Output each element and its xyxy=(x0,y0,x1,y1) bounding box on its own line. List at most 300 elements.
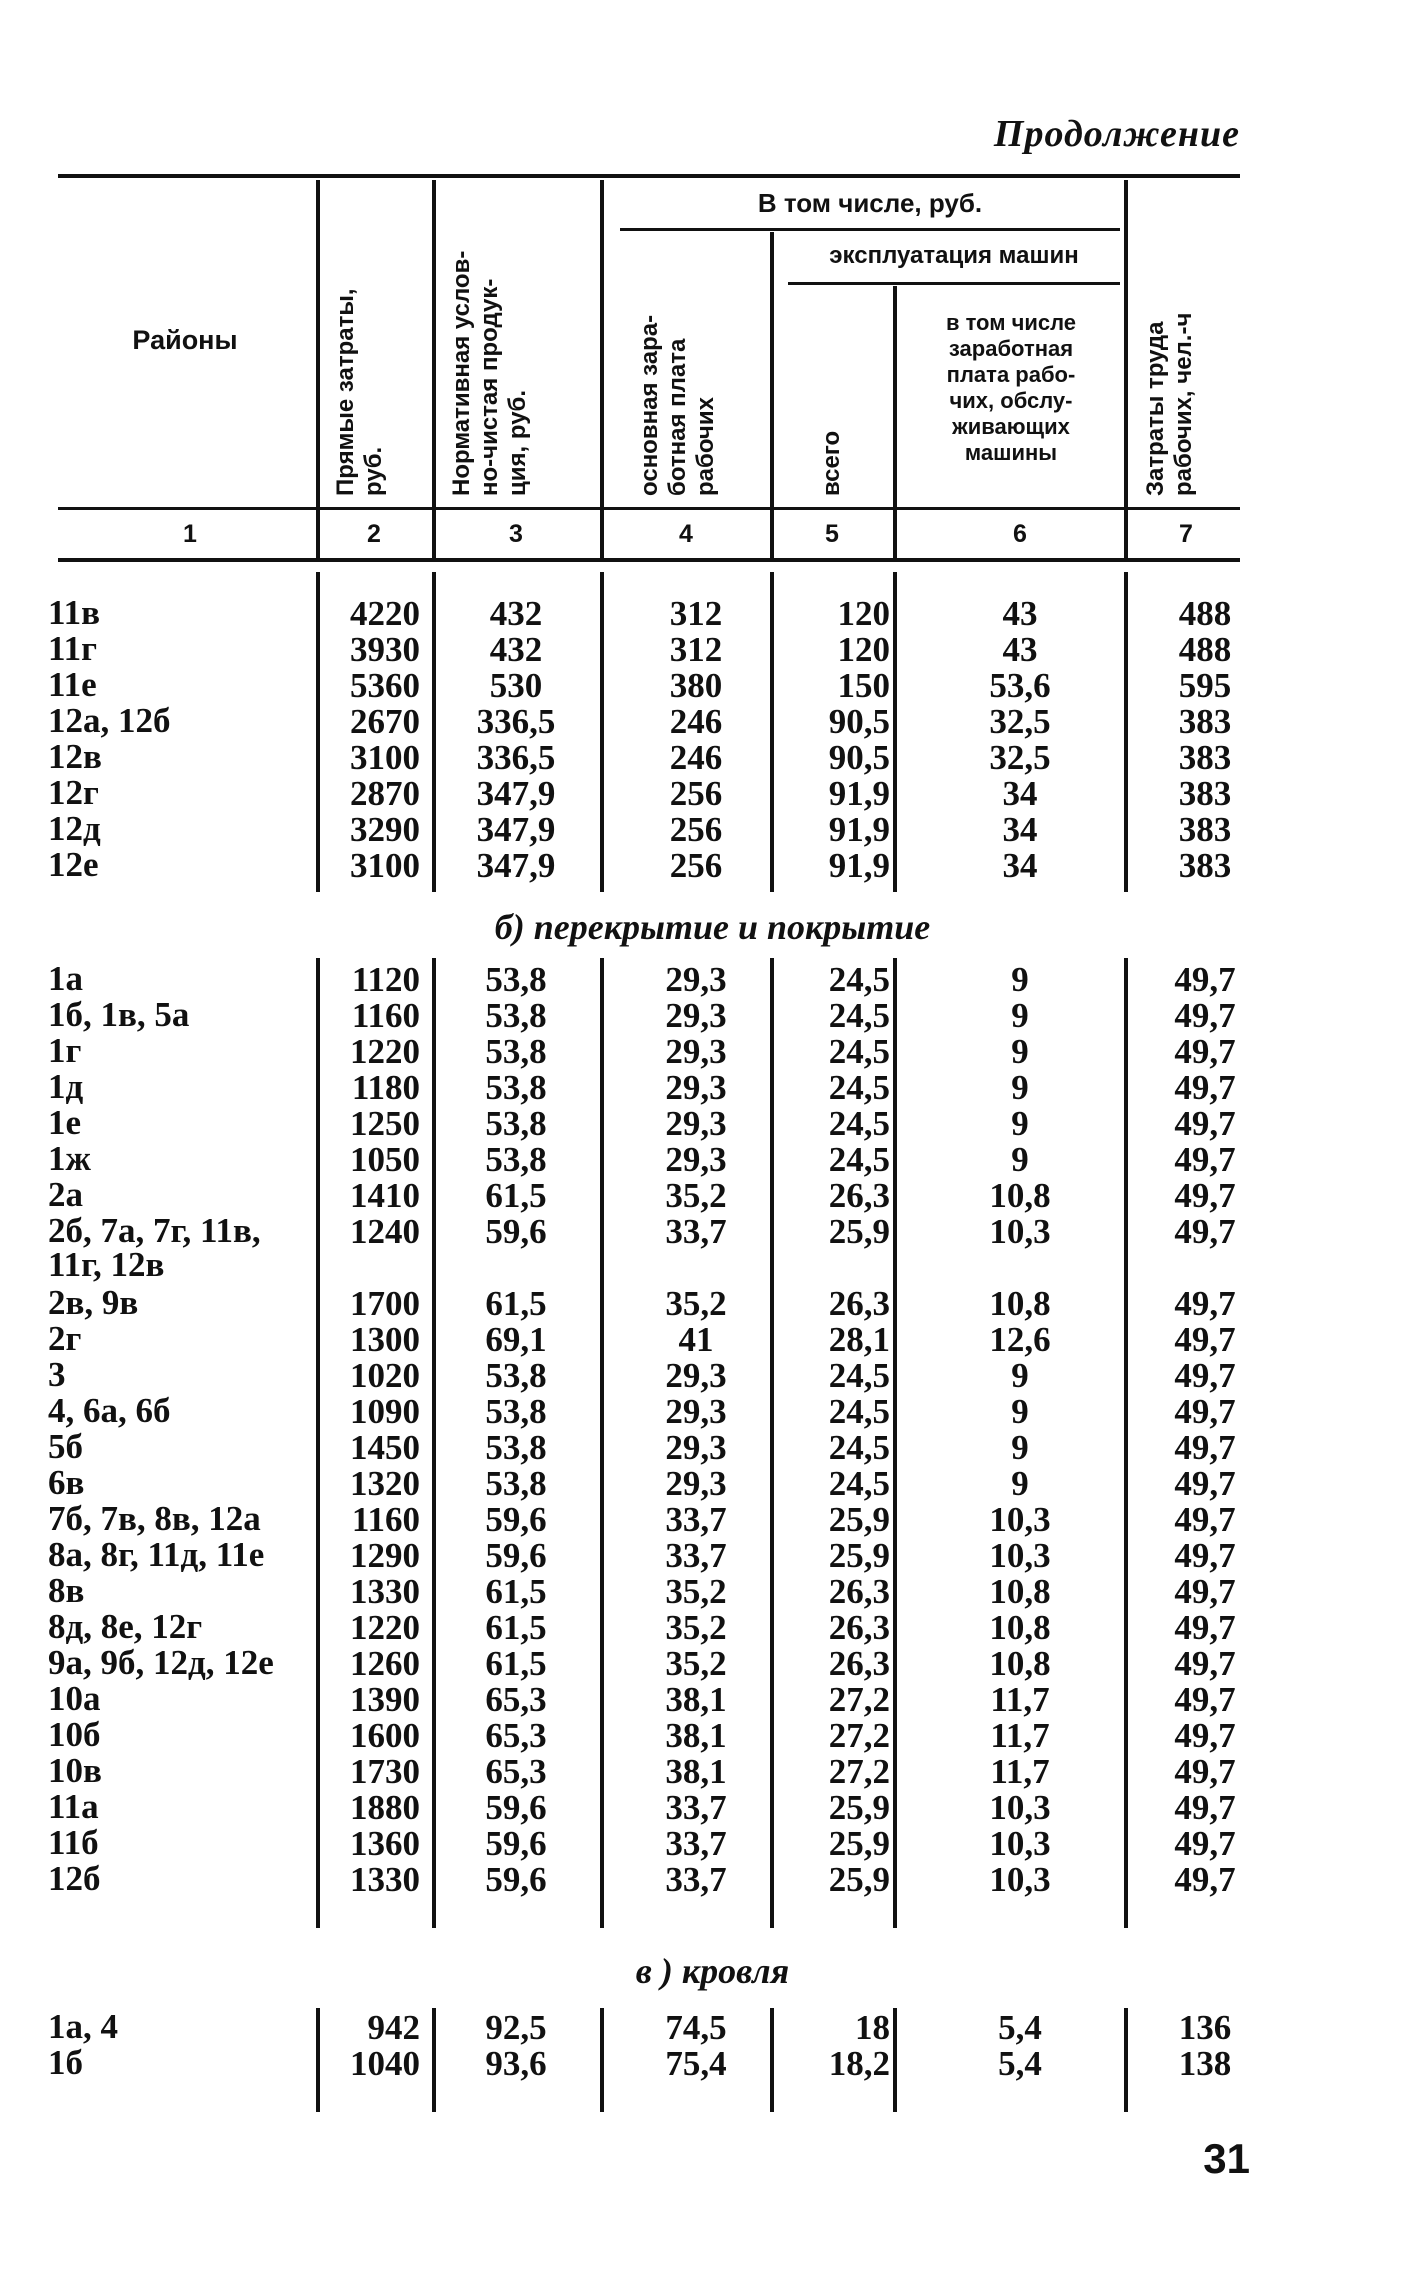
column-number-7: 7 xyxy=(1179,520,1193,548)
labor-costs-cell: 49,7 xyxy=(1174,1680,1236,1719)
group-rule xyxy=(620,228,1120,231)
column-number-6: 6 xyxy=(1013,520,1027,548)
column-number-1: 1 xyxy=(183,520,197,548)
normative-production-cell: 59,6 xyxy=(485,1860,547,1899)
normative-production-cell: 59,6 xyxy=(485,1824,547,1863)
base-wages-cell: 29,3 xyxy=(665,1068,727,1107)
machine-wages-cell: 5,4 xyxy=(998,2008,1042,2047)
machine-total-cell: 26,3 xyxy=(828,1176,890,1215)
district-cell: 1д xyxy=(48,1067,84,1106)
direct-costs-cell: 2870 xyxy=(350,774,420,813)
machine-wages-cell: 43 xyxy=(1002,594,1038,633)
direct-costs-cell: 1450 xyxy=(350,1428,420,1467)
machine-total-cell: 150 xyxy=(837,666,890,705)
normative-production-cell: 53,8 xyxy=(485,1392,547,1431)
district-cell: 11г xyxy=(48,629,97,668)
normative-production-cell: 65,3 xyxy=(485,1752,547,1791)
direct-costs-cell: 4220 xyxy=(350,594,420,633)
district-cell: 10б xyxy=(48,1715,101,1754)
machine-total-cell: 24,5 xyxy=(828,1104,890,1143)
header-including-group: В том числе, руб. xyxy=(757,188,983,218)
machine-total-cell: 26,3 xyxy=(828,1644,890,1683)
base-wages-cell: 29,3 xyxy=(665,960,727,999)
labor-costs-cell: 383 xyxy=(1178,738,1232,777)
table-row xyxy=(0,1535,1425,1575)
normative-production-cell: 53,8 xyxy=(485,1032,547,1071)
machine-total-cell: 18 xyxy=(855,2008,890,2047)
direct-costs-cell: 1260 xyxy=(350,1644,420,1683)
district-cell: 5б xyxy=(48,1427,83,1466)
district-cell: 10в xyxy=(48,1751,102,1790)
district-cell: 2в, 9в xyxy=(48,1283,139,1322)
district-cell: 12е xyxy=(48,845,99,884)
labor-costs-cell: 383 xyxy=(1178,774,1232,813)
base-wages-cell: 74,5 xyxy=(665,2008,727,2047)
base-wages-cell: 41 xyxy=(678,1320,714,1359)
base-wages-cell: 33,7 xyxy=(665,1500,727,1539)
base-wages-cell: 256 xyxy=(669,810,723,849)
machine-total-cell: 24,5 xyxy=(828,1428,890,1467)
base-wages-cell: 33,7 xyxy=(665,1212,727,1251)
machine-wages-cell: 9 xyxy=(1011,1140,1029,1179)
labor-costs-cell: 49,7 xyxy=(1174,1788,1236,1827)
district-cell: 1е xyxy=(48,1103,82,1142)
table-row xyxy=(0,1823,1425,1863)
direct-costs-cell: 1330 xyxy=(350,1860,420,1899)
header-total: всего xyxy=(818,430,845,496)
labor-costs-cell: 49,7 xyxy=(1174,1032,1236,1071)
machine-total-cell: 25,9 xyxy=(828,1212,890,1251)
machine-wages-cell: 10,8 xyxy=(989,1608,1051,1647)
header-vrule-3 xyxy=(600,180,604,558)
machine-total-cell: 91,9 xyxy=(828,774,890,813)
normative-production-cell: 347,9 xyxy=(476,846,556,885)
machine-wages-cell: 9 xyxy=(1011,1428,1029,1467)
labor-costs-cell: 488 xyxy=(1178,594,1232,633)
labor-costs-cell: 595 xyxy=(1178,666,1232,705)
normative-production-cell: 53,8 xyxy=(485,960,547,999)
table-row xyxy=(0,1679,1425,1719)
district-cell: 12б xyxy=(48,1859,101,1898)
labor-costs-cell: 49,7 xyxy=(1174,1356,1236,1395)
district-cell: 12г xyxy=(48,773,99,812)
direct-costs-cell: 1250 xyxy=(350,1104,420,1143)
base-wages-cell: 38,1 xyxy=(665,1752,727,1791)
direct-costs-cell: 1160 xyxy=(351,996,420,1035)
direct-costs-cell: 1360 xyxy=(350,1824,420,1863)
base-wages-cell: 312 xyxy=(669,594,723,633)
machine-wages-cell: 53,6 xyxy=(989,666,1051,705)
labor-costs-cell: 488 xyxy=(1178,630,1232,669)
page-number: 31 xyxy=(1203,2135,1250,2182)
base-wages-cell: 29,3 xyxy=(665,996,727,1035)
section-title-floors-roofs: б) перекрытие и покрытие xyxy=(494,907,931,947)
machine-total-cell: 25,9 xyxy=(828,1788,890,1827)
table-row xyxy=(0,1103,1425,1143)
labor-costs-cell: 49,7 xyxy=(1174,1320,1236,1359)
table-row xyxy=(0,1571,1425,1611)
normative-production-cell: 61,5 xyxy=(485,1572,547,1611)
labor-costs-cell: 49,7 xyxy=(1174,1716,1236,1755)
labor-costs-cell: 49,7 xyxy=(1174,1140,1236,1179)
table-row xyxy=(0,629,1425,669)
district-cell: 10а xyxy=(48,1679,101,1718)
direct-costs-cell: 1600 xyxy=(350,1716,420,1755)
table-row xyxy=(0,1499,1425,1539)
machine-total-cell: 26,3 xyxy=(828,1284,890,1323)
direct-costs-cell: 3290 xyxy=(350,810,420,849)
table-row xyxy=(0,1319,1425,1359)
table-row xyxy=(0,1283,1425,1323)
labor-costs-cell: 49,7 xyxy=(1174,1536,1236,1575)
base-wages-cell: 29,3 xyxy=(665,1104,727,1143)
machine-total-cell: 25,9 xyxy=(828,1500,890,1539)
machine-total-cell: 24,5 xyxy=(828,1392,890,1431)
machine-total-cell: 18,2 xyxy=(828,2044,890,2083)
direct-costs-cell: 1220 xyxy=(350,1032,420,1071)
machine-total-cell: 24,5 xyxy=(828,1140,890,1179)
normative-production-cell: 530 xyxy=(489,666,543,705)
district-cell: 2а xyxy=(48,1175,83,1214)
table-row xyxy=(0,665,1425,705)
machine-wages-cell: 32,5 xyxy=(989,738,1051,777)
labor-costs-cell: 49,7 xyxy=(1174,1392,1236,1431)
district-cell: 7б, 7в, 8в, 12а xyxy=(48,1499,261,1538)
base-wages-cell: 246 xyxy=(669,702,723,741)
header-machine-operation: эксплуатация машин xyxy=(829,242,1079,269)
base-wages-cell: 29,3 xyxy=(665,1140,727,1179)
table-row xyxy=(0,1391,1425,1431)
district-cell: 1б, 1в, 5а xyxy=(48,995,190,1034)
header-vrule-2 xyxy=(432,180,436,558)
machine-wages-cell: 10,8 xyxy=(989,1284,1051,1323)
table-row xyxy=(0,1427,1425,1467)
normative-production-cell: 53,8 xyxy=(485,1140,547,1179)
normative-production-cell: 59,6 xyxy=(485,1212,547,1251)
column-number-4: 4 xyxy=(679,520,693,548)
base-wages-cell: 38,1 xyxy=(665,1716,727,1755)
table-row xyxy=(0,737,1425,777)
machine-total-cell: 24,5 xyxy=(828,960,890,999)
table-row xyxy=(0,773,1425,813)
machine-wages-cell: 34 xyxy=(1002,774,1038,813)
direct-costs-cell: 1090 xyxy=(350,1392,420,1431)
district-cell: 1а, 4 xyxy=(48,2007,118,2046)
normative-production-cell: 432 xyxy=(489,630,543,669)
normative-production-cell: 53,8 xyxy=(485,1068,547,1107)
normative-production-cell: 92,5 xyxy=(485,2008,547,2047)
machine-total-cell: 26,3 xyxy=(828,1608,890,1647)
machine-wages-cell: 9 xyxy=(1011,1032,1029,1071)
base-wages-cell: 33,7 xyxy=(665,1536,727,1575)
normative-production-cell: 53,8 xyxy=(485,996,547,1035)
machine-wages-cell: 10,3 xyxy=(989,1860,1051,1899)
direct-costs-cell: 1020 xyxy=(350,1356,420,1395)
machine-wages-cell: 9 xyxy=(1011,960,1029,999)
machine-total-cell: 27,2 xyxy=(828,1752,890,1791)
machine-total-cell: 24,5 xyxy=(828,996,890,1035)
district-cell: 1г xyxy=(48,1031,82,1070)
direct-costs-cell: 5360 xyxy=(350,666,420,705)
district-cell: 4, 6а, 6б xyxy=(48,1391,171,1430)
table-row xyxy=(0,1139,1425,1179)
section-title-roofing: в ) кровля xyxy=(635,1951,790,1991)
column-number-5: 5 xyxy=(825,520,839,548)
normative-production-cell: 347,9 xyxy=(476,774,556,813)
machine-total-cell: 91,9 xyxy=(828,810,890,849)
district-cell: 6в xyxy=(48,1463,85,1502)
machine-total-cell: 120 xyxy=(837,630,890,669)
normative-production-cell: 59,6 xyxy=(485,1788,547,1827)
direct-costs-cell: 1390 xyxy=(350,1680,420,1719)
direct-costs-cell: 1180 xyxy=(351,1068,420,1107)
labor-costs-cell: 383 xyxy=(1178,702,1232,741)
table-row xyxy=(0,1715,1425,1755)
continuation-label: Продолжение xyxy=(993,113,1240,155)
direct-costs-cell: 1160 xyxy=(351,1500,420,1539)
table-row xyxy=(0,1067,1425,1107)
normative-production-cell: 347,9 xyxy=(476,810,556,849)
column-number-2: 2 xyxy=(367,520,381,548)
column-number-3: 3 xyxy=(509,520,523,548)
header-vrule-6 xyxy=(1124,180,1128,558)
machine-wages-cell: 34 xyxy=(1002,810,1038,849)
direct-costs-cell: 1700 xyxy=(350,1284,420,1323)
normative-production-cell: 53,8 xyxy=(485,1428,547,1467)
district-cell: 9а, 9б, 12д, 12е xyxy=(48,1643,274,1682)
machine-total-cell: 25,9 xyxy=(828,1824,890,1863)
direct-costs-cell: 1050 xyxy=(350,1140,420,1179)
machine-total-cell: 25,9 xyxy=(828,1860,890,1899)
machine-wages-cell: 9 xyxy=(1011,1068,1029,1107)
table-row xyxy=(0,845,1425,885)
machine-total-cell: 120 xyxy=(837,594,890,633)
base-wages-cell: 35,2 xyxy=(665,1608,727,1647)
machine-wages-cell: 11,7 xyxy=(990,1752,1050,1791)
base-wages-cell: 35,2 xyxy=(665,1284,727,1323)
base-wages-cell: 29,3 xyxy=(665,1428,727,1467)
direct-costs-cell: 1300 xyxy=(350,1320,420,1359)
table-row xyxy=(0,809,1425,849)
machine-wages-cell: 10,3 xyxy=(989,1824,1051,1863)
base-wages-cell: 29,3 xyxy=(665,1032,727,1071)
normative-production-cell: 61,5 xyxy=(485,1176,547,1215)
machine-total-cell: 24,5 xyxy=(828,1068,890,1107)
direct-costs-cell: 2670 xyxy=(350,702,420,741)
district-cell: 12д xyxy=(48,809,101,848)
district-cell: 1ж xyxy=(48,1139,91,1178)
table-row xyxy=(0,959,1425,999)
header-normative-production: Нормативная услов- но-чистая продук- ция, руб. xyxy=(448,250,531,496)
header-base-wages: основная зара- ботная плата рабочих xyxy=(636,314,719,496)
normative-production-cell: 61,5 xyxy=(485,1644,547,1683)
labor-costs-cell: 49,7 xyxy=(1174,1428,1236,1467)
labor-costs-cell: 49,7 xyxy=(1174,1068,1236,1107)
machine-wages-cell: 9 xyxy=(1011,1356,1029,1395)
base-wages-cell: 29,3 xyxy=(665,1392,727,1431)
labor-costs-cell: 49,7 xyxy=(1174,1212,1236,1251)
machine-wages-cell: 10,3 xyxy=(989,1536,1051,1575)
labor-costs-cell: 136 xyxy=(1178,2008,1232,2047)
direct-costs-cell: 1410 xyxy=(350,1176,420,1215)
machine-wages-cell: 10,3 xyxy=(989,1500,1051,1539)
machine-total-cell: 24,5 xyxy=(828,1032,890,1071)
header-districts: Районы xyxy=(132,325,238,355)
labor-costs-cell: 49,7 xyxy=(1174,1608,1236,1647)
machine-total-cell: 27,2 xyxy=(828,1716,890,1755)
header-direct-costs: Прямые затраты, руб. xyxy=(332,288,387,496)
labor-costs-cell: 49,7 xyxy=(1174,996,1236,1035)
direct-costs-cell: 3100 xyxy=(350,846,420,885)
normative-production-cell: 59,6 xyxy=(485,1500,547,1539)
normative-production-cell: 61,5 xyxy=(485,1608,547,1647)
labor-costs-cell: 49,7 xyxy=(1174,1860,1236,1899)
machine-wages-cell: 10,8 xyxy=(989,1644,1051,1683)
machine-wages-cell: 9 xyxy=(1011,1392,1029,1431)
labor-costs-cell: 383 xyxy=(1178,846,1232,885)
direct-costs-cell: 1290 xyxy=(350,1536,420,1575)
table-row xyxy=(0,1859,1425,1899)
machine-total-cell: 91,9 xyxy=(828,846,890,885)
machine-total-cell: 90,5 xyxy=(828,738,890,777)
machine-wages-cell: 5,4 xyxy=(998,2044,1042,2083)
base-wages-cell: 35,2 xyxy=(665,1644,727,1683)
header-vrule-1 xyxy=(316,180,320,558)
table-row xyxy=(0,1031,1425,1071)
district-cell: 11в xyxy=(48,593,100,632)
machine-total-cell: 27,2 xyxy=(828,1680,890,1719)
direct-costs-cell: 1040 xyxy=(350,2044,420,2083)
labor-costs-cell: 49,7 xyxy=(1174,1284,1236,1323)
direct-costs-cell: 3100 xyxy=(350,738,420,777)
table-row xyxy=(0,1751,1425,1791)
labor-costs-cell: 49,7 xyxy=(1174,960,1236,999)
normative-production-cell: 65,3 xyxy=(485,1716,547,1755)
table-row xyxy=(0,2043,1425,2083)
direct-costs-cell: 1330 xyxy=(350,1572,420,1611)
normative-production-cell: 65,3 xyxy=(485,1680,547,1719)
machine-wages-cell: 10,8 xyxy=(989,1572,1051,1611)
header-bottom-rule xyxy=(58,507,1240,510)
machine-total-cell: 90,5 xyxy=(828,702,890,741)
district-cell: 2б, 7а, 7г, 11в, 11г, 12в xyxy=(48,1211,261,1284)
normative-production-cell: 61,5 xyxy=(485,1284,547,1323)
table-row xyxy=(0,1355,1425,1395)
district-cell: 8д, 8е, 12г xyxy=(48,1607,203,1646)
direct-costs-cell: 942 xyxy=(367,2008,420,2047)
direct-costs-cell: 1120 xyxy=(351,960,420,999)
normative-production-cell: 336,5 xyxy=(476,738,556,777)
labor-costs-cell: 49,7 xyxy=(1174,1104,1236,1143)
district-cell: 8а, 8г, 11д, 11е xyxy=(48,1535,265,1574)
labor-costs-cell: 383 xyxy=(1178,810,1232,849)
header-labor-costs: Затраты труда рабочих, чел.-ч xyxy=(1142,312,1197,496)
table-row xyxy=(0,2007,1425,2047)
table-row xyxy=(0,593,1425,633)
district-cell: 11е xyxy=(48,665,97,704)
normative-production-cell: 69,1 xyxy=(485,1320,547,1359)
direct-costs-cell: 1880 xyxy=(350,1788,420,1827)
base-wages-cell: 33,7 xyxy=(665,1860,727,1899)
base-wages-cell: 38,1 xyxy=(665,1680,727,1719)
table-row xyxy=(0,701,1425,741)
machine-total-cell: 28,1 xyxy=(828,1320,890,1359)
labor-costs-cell: 49,7 xyxy=(1174,1500,1236,1539)
district-cell: 11б xyxy=(48,1823,99,1862)
header-vrule-5 xyxy=(893,286,897,558)
district-cell: 1б xyxy=(48,2043,83,2082)
base-wages-cell: 380 xyxy=(669,666,723,705)
district-cell: 12в xyxy=(48,737,102,776)
machine-wages-cell: 9 xyxy=(1011,996,1029,1035)
table-row xyxy=(0,1463,1425,1503)
district-cell: 2г xyxy=(48,1319,82,1358)
machine-total-cell: 24,5 xyxy=(828,1356,890,1395)
district-cell: 11а xyxy=(48,1787,99,1826)
base-wages-cell: 35,2 xyxy=(665,1176,727,1215)
normative-production-cell: 336,5 xyxy=(476,702,556,741)
labor-costs-cell: 49,7 xyxy=(1174,1752,1236,1791)
normative-production-cell: 53,8 xyxy=(485,1104,547,1143)
direct-costs-cell: 1320 xyxy=(350,1464,420,1503)
direct-costs-cell: 1730 xyxy=(350,1752,420,1791)
table-row xyxy=(0,1211,1425,1284)
machine-total-cell: 25,9 xyxy=(828,1536,890,1575)
district-cell: 8в xyxy=(48,1571,85,1610)
labor-costs-cell: 49,7 xyxy=(1174,1644,1236,1683)
machine-wages-cell: 43 xyxy=(1002,630,1038,669)
district-cell: 3 xyxy=(48,1355,66,1394)
labor-costs-cell: 49,7 xyxy=(1174,1176,1236,1215)
direct-costs-cell: 1240 xyxy=(350,1212,420,1251)
header-machine-wages: в том числе заработная плата рабо- чих, обслу- живающих машины xyxy=(945,310,1077,465)
table-row xyxy=(0,1643,1425,1683)
normative-production-cell: 59,6 xyxy=(485,1536,547,1575)
machine-wages-cell: 10,3 xyxy=(989,1212,1051,1251)
base-wages-cell: 35,2 xyxy=(665,1572,727,1611)
machine-wages-cell: 9 xyxy=(1011,1104,1029,1143)
machine-wages-cell: 32,5 xyxy=(989,702,1051,741)
machine-total-cell: 26,3 xyxy=(828,1572,890,1611)
base-wages-cell: 33,7 xyxy=(665,1824,727,1863)
base-wages-cell: 256 xyxy=(669,774,723,813)
table-row xyxy=(0,1607,1425,1647)
labor-costs-cell: 49,7 xyxy=(1174,1824,1236,1863)
base-wages-cell: 246 xyxy=(669,738,723,777)
direct-costs-cell: 3930 xyxy=(350,630,420,669)
labor-costs-cell: 49,7 xyxy=(1174,1464,1236,1503)
table-row xyxy=(0,995,1425,1035)
machine-wages-cell: 10,8 xyxy=(989,1176,1051,1215)
base-wages-cell: 29,3 xyxy=(665,1464,727,1503)
district-cell: 1а xyxy=(48,959,83,998)
header-vrule-4 xyxy=(770,232,774,558)
base-wages-cell: 75,4 xyxy=(665,2044,727,2083)
table-row xyxy=(0,1787,1425,1827)
base-wages-cell: 29,3 xyxy=(665,1356,727,1395)
machine-wages-cell: 34 xyxy=(1002,846,1038,885)
column-number-rule xyxy=(58,558,1240,562)
machine-wages-cell: 11,7 xyxy=(990,1716,1050,1755)
normative-production-cell: 53,8 xyxy=(485,1464,547,1503)
machine-wages-cell: 9 xyxy=(1011,1464,1029,1503)
base-wages-cell: 256 xyxy=(669,846,723,885)
district-cell: 12а, 12б xyxy=(48,701,171,740)
labor-costs-cell: 49,7 xyxy=(1174,1572,1236,1611)
labor-costs-cell: 138 xyxy=(1178,2044,1232,2083)
table-row xyxy=(0,1175,1425,1215)
machine-wages-cell: 10,3 xyxy=(989,1788,1051,1827)
